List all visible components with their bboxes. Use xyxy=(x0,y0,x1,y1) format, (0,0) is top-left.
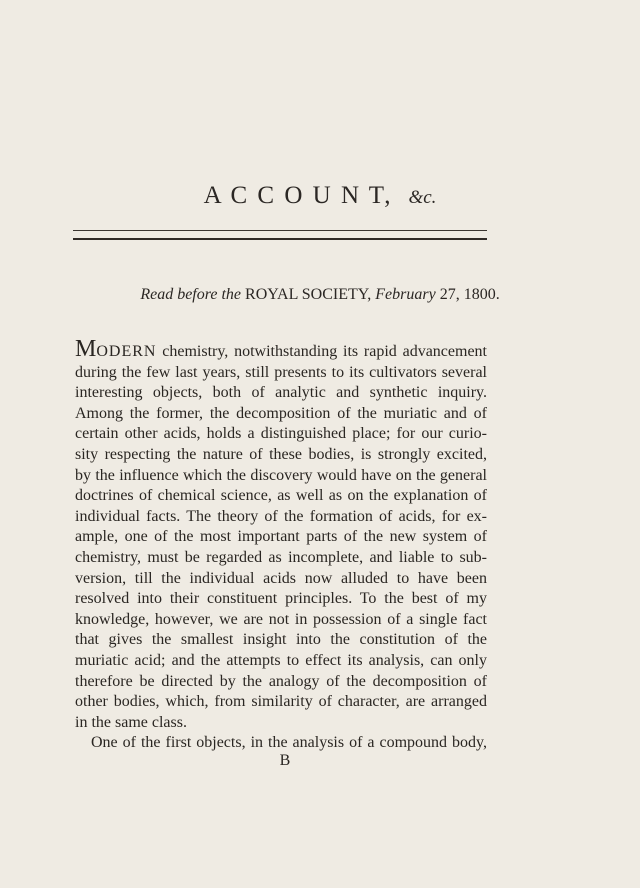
date-rest: 27, 1800. xyxy=(439,286,500,303)
body-line: by the influence which the discovery would have on the general xyxy=(75,466,487,484)
body-line: certain other acids, holds a distinguished place; for our curio- xyxy=(75,425,487,443)
body-line: during the few last years, still presents to its cultivators several xyxy=(75,363,487,381)
heading-rule xyxy=(73,230,487,240)
body-line: muriatic acid; and the attempts to effect its analysis, can only xyxy=(75,651,487,669)
heading-etc: &c. xyxy=(408,187,437,208)
body-line: interesting objects, both of analytic and synthetic inquiry. xyxy=(75,384,487,402)
read-before-line xyxy=(0,286,640,304)
small-caps-word: ODERN xyxy=(96,343,157,360)
heading-title: A C C O U N T, xyxy=(203,182,393,209)
body-line-first xyxy=(75,336,487,363)
body-line: resolved into their constituent principles. To the best of my xyxy=(75,590,487,608)
society-name: ROYAL SOCIETY, xyxy=(245,286,372,303)
body-line: in the same class. xyxy=(75,713,187,731)
body-line: Among the former, the decomposition of the muriatic and of xyxy=(75,404,487,422)
body-line: knowledge, however, we are not in possession of a single fact xyxy=(75,610,487,628)
drop-capital: M xyxy=(75,336,97,362)
body-line: sity respecting the nature of these bodies, is strongly excited, xyxy=(75,445,487,463)
date-month: February xyxy=(375,286,436,303)
body-line: therefore be directed by the analogy of the decomposition of xyxy=(75,672,487,690)
bleed-through-text xyxy=(355,112,595,342)
read-prefix: Read before the xyxy=(140,286,242,303)
body-line: chemistry, notwithstanding its rapid advancement xyxy=(156,343,487,360)
body-line: other bodies, which, from similarity of character, are arranged xyxy=(75,693,487,711)
body-text xyxy=(75,336,487,754)
body-line: that gives the smallest insight into the constitution of the xyxy=(75,631,487,649)
body-line: version, till the individual acids now alluded to have been xyxy=(75,569,487,587)
body-line: individual facts. The theory of the formation of acids, for ex- xyxy=(75,507,487,525)
next-paragraph-line: One of the first objects, in the analysis of a compound body, xyxy=(91,734,487,752)
signature-mark: B xyxy=(279,752,291,769)
page-heading xyxy=(0,182,640,210)
body-line: doctrines of chemical science, as well as on the explanation of xyxy=(75,487,487,505)
body-line: ample, one of the most important parts of the new system of xyxy=(75,528,487,546)
body-line: chemistry, must be regarded as incomplete, and liable to sub- xyxy=(75,548,487,566)
